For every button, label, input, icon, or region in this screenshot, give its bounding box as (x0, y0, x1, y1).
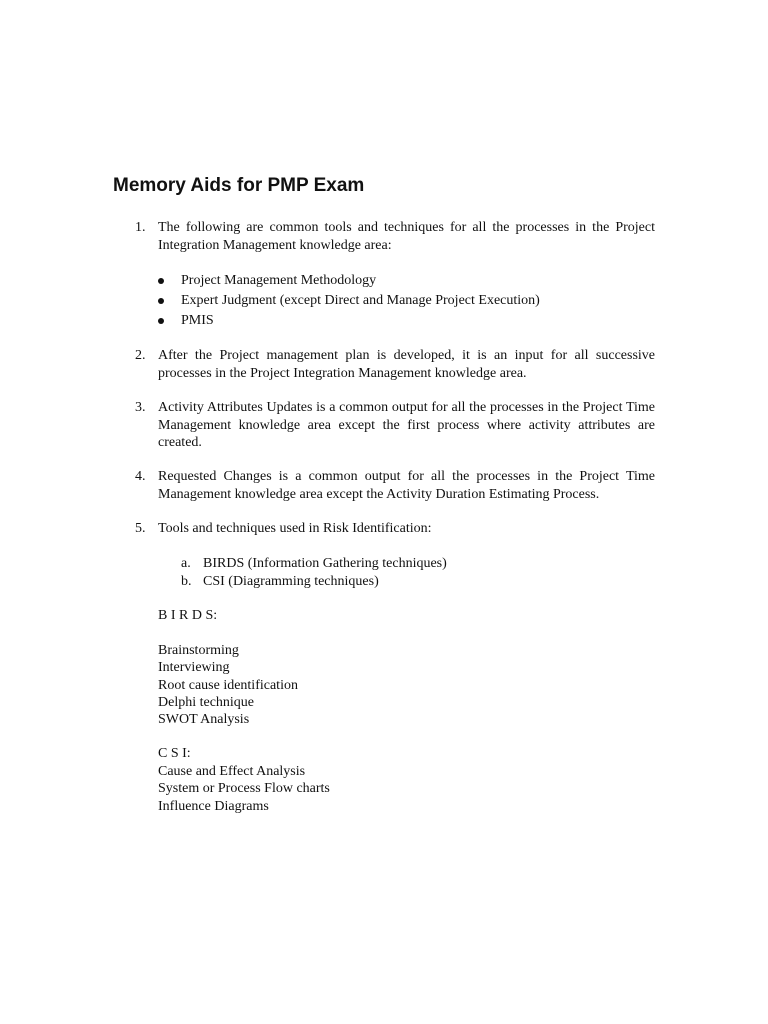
sub-list-item (181, 555, 447, 573)
csi-entry: System or Process Flow charts (158, 781, 330, 797)
item-number: 2. (135, 348, 146, 363)
bullet-text: Project Management Methodology (181, 273, 377, 288)
birds-entry: Interviewing (158, 660, 230, 676)
tools-bullet-list (155, 272, 635, 332)
birds-entry: SWOT Analysis (158, 712, 250, 728)
sub-item-text: CSI (Diagramming techniques) (203, 574, 379, 589)
csi-list (158, 763, 330, 815)
csi-entry: Cause and Effect Analysis (158, 764, 306, 779)
sub-item-letter: a. (181, 556, 191, 571)
sub-item-text: BIRDS (Information Gathering techniques) (203, 556, 447, 571)
item-number: 3. (135, 400, 146, 415)
csi-entry: Influence Diagrams (158, 798, 269, 814)
item-number: 4. (135, 469, 146, 484)
item-text: Activity Attributes Updates is a common output for all the processes in the Project Time Management knowledge area except the first process where activity attributes are created. (158, 400, 655, 450)
birds-entry: Brainstorming (158, 643, 239, 658)
bullet-item (155, 272, 635, 292)
bullet-item (155, 312, 635, 332)
birds-entry: Root cause identification (158, 677, 298, 693)
risk-technique-list (181, 555, 447, 591)
bullet-icon (158, 318, 164, 324)
sub-list-item (181, 573, 447, 591)
csi-heading: C S I: (158, 746, 191, 761)
bullet-text: PMIS (181, 313, 214, 328)
bullet-text: Expert Judgment (except Direct and Manage Project Execution) (181, 293, 540, 308)
sub-item-letter: b. (181, 574, 192, 589)
item-text: After the Project management plan is developed, it is an input for all successive processes in the Project Integration Management knowledge area. (158, 348, 655, 381)
item-text: Requested Changes is a common output for all the processes in the Project Time Management knowledge area except the Activity Duration Estimating Process. (158, 469, 655, 502)
document-title: Memory Aids for PMP Exam (113, 175, 365, 196)
item-number: 1. (135, 220, 146, 235)
birds-heading: B I R D S: (158, 608, 218, 623)
birds-entry: Delphi technique (158, 694, 255, 710)
bullet-icon (158, 298, 164, 304)
bullet-item (155, 292, 635, 312)
birds-list (158, 642, 298, 728)
item-text: Tools and techniques used in Risk Identification: (158, 521, 432, 536)
item-text: The following are common tools and techniques for all the processes in the Project Integration Management knowledge area: (158, 220, 655, 253)
item-number: 5. (135, 521, 146, 536)
bullet-icon (158, 278, 164, 284)
